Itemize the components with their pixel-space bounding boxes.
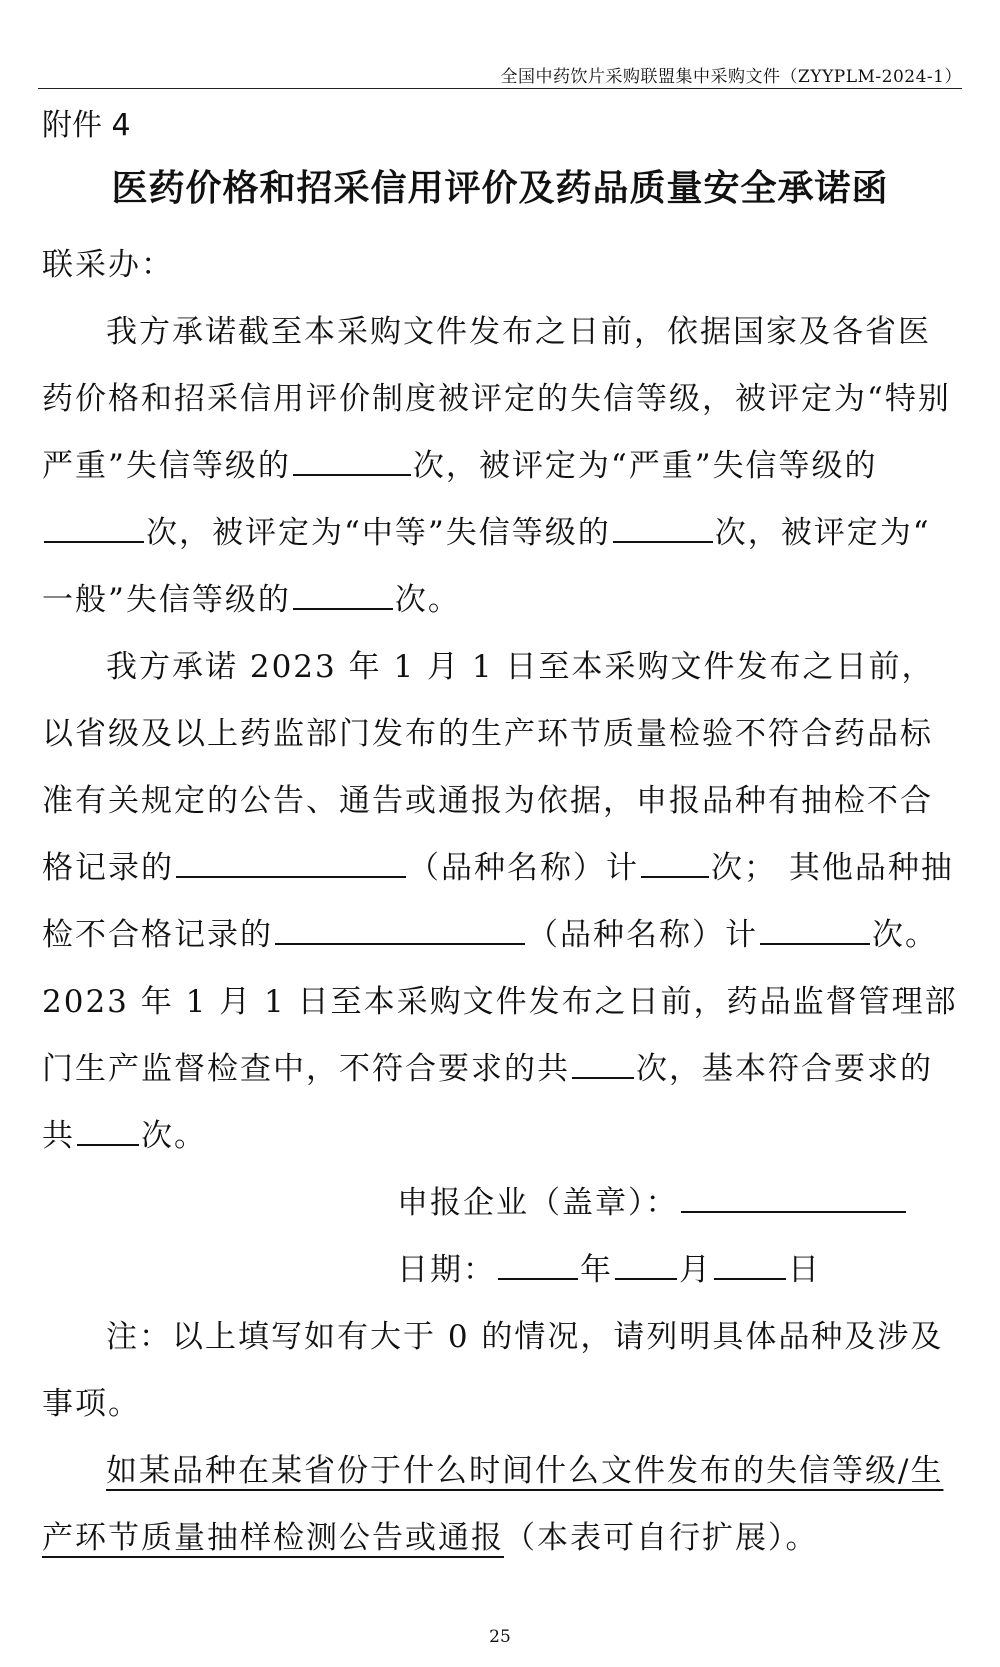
company-seal-line [42, 1170, 962, 1237]
note-paragraph: 注：以上填写如有大于 0 的情况，请列明具体品种及涉及事项。 [42, 1319, 944, 1422]
other-variety-count-field[interactable] [760, 909, 870, 945]
page-number: 25 [489, 1627, 511, 1647]
page-title: 医药价格和招采信用评价及药品质量安全承诺函 [111, 167, 889, 209]
quality-text-e: 次。 2023 年 1 月 1 日至本采购文件发布之日前，药品监督管理部门生产监督检查中，不符合要求的共 [42, 917, 958, 1087]
special-severe-count-field[interactable] [293, 440, 411, 476]
date-year-field[interactable] [498, 1244, 578, 1280]
date-day-field[interactable] [714, 1244, 786, 1280]
severe-count-field[interactable] [44, 507, 144, 543]
quality-text-b: （品种名称）计 [408, 850, 639, 886]
salutation: 联采办： [42, 247, 174, 283]
noncompliant-count-field[interactable] [572, 1043, 634, 1079]
quality-text-a: 我方承诺 2023 年 1 月 1 日至本采购文件发布之日前，以省级及以上药监部门发布的生产环节质量检验不符合药品标准有关规定的公告、通告或通报为依据，申报品种有抽检不合格记录的 [42, 649, 935, 886]
example-suffix: （本表可自行扩展）。 [504, 1520, 819, 1556]
quality-text-c: 次； 其他品种抽检不合格记录的 [42, 850, 954, 953]
date-month-field[interactable] [615, 1244, 677, 1280]
credit-text-c: 次，被评定为“中等”失信等级的 [146, 515, 611, 551]
day-label: 日 [788, 1252, 821, 1288]
credit-text-a: 我方承诺截至本采购文件发布之日前，依据国家及各省医药价格和招采信用评价制度被评定的失信等级，被评定为“特别严重”失信等级的 [42, 314, 951, 484]
credit-text-e: 次。 [394, 582, 461, 618]
date-line [42, 1237, 962, 1304]
letter-body [42, 232, 962, 1572]
quality-text-d: （品种名称）计 [527, 917, 758, 953]
year-label: 年 [580, 1252, 613, 1288]
general-count-field[interactable] [293, 574, 393, 610]
document-header: 全国中药饮片采购联盟集中采购文件（ZYYPLM-2024-1） [500, 67, 962, 87]
credit-paragraph [42, 299, 962, 634]
other-variety-name-field[interactable] [275, 909, 525, 945]
example-underlined-text: 如某品种在某省份于什么时间什么文件发布的失信等级/生产环节质量抽样检测公告或通报 [42, 1453, 944, 1556]
month-label: 月 [679, 1252, 712, 1288]
date-label: 日期： [397, 1252, 496, 1288]
attachment-label: 附件 4 [42, 108, 131, 143]
header-divider [38, 88, 962, 89]
declared-variety-name-field[interactable] [176, 842, 406, 878]
credit-text-b: 次，被评定为“严重”失信等级的 [412, 448, 878, 484]
basic-compliant-count-field[interactable] [77, 1110, 139, 1146]
company-seal-field[interactable] [681, 1177, 906, 1213]
example-paragraph [42, 1438, 962, 1572]
quality-paragraph [42, 634, 962, 1170]
company-seal-label: 申报企业（盖章）： [397, 1185, 679, 1221]
declared-variety-count-field[interactable] [641, 842, 709, 878]
quality-text-f: 次，基本符合要求的共 [42, 1051, 933, 1154]
quality-text-g: 次。 [141, 1118, 207, 1154]
credit-text-d: 次，被评定为“ 一般”失信等级的 [42, 515, 931, 618]
medium-count-field[interactable] [613, 507, 713, 543]
